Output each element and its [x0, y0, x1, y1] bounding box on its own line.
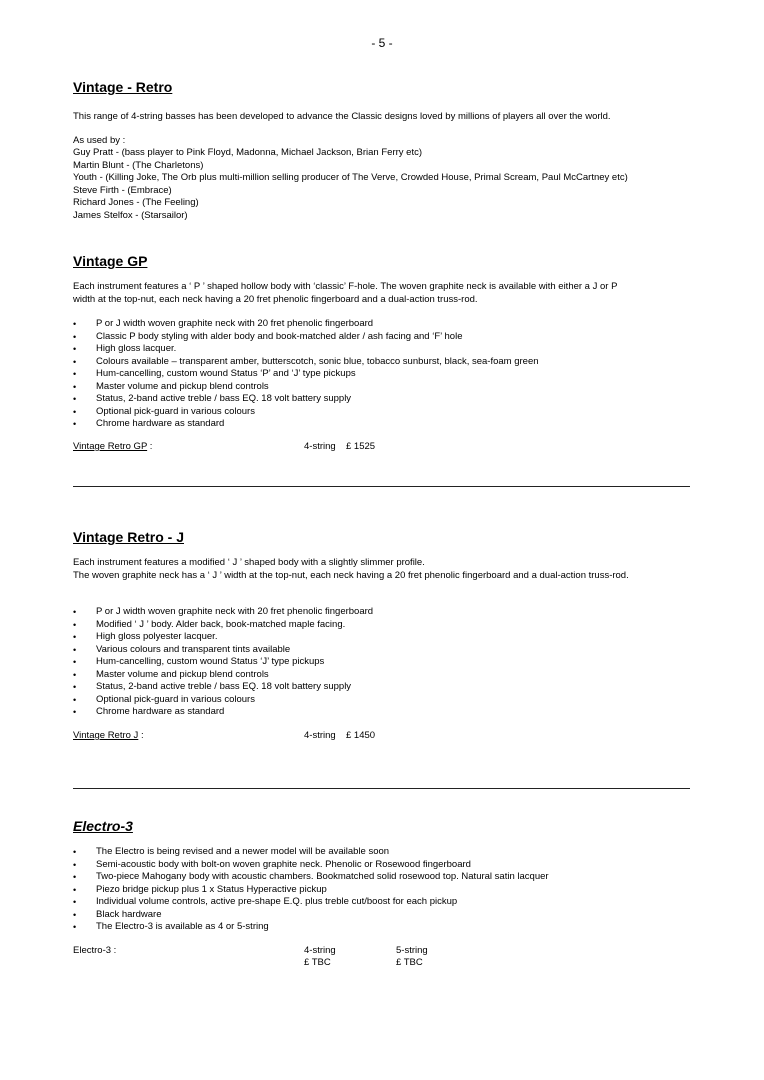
feature-item: • Two-piece Mahogany body with acoustic chambers. Bookmatched solid rosewood top. Natural satin lacquer	[73, 871, 549, 884]
section-divider	[73, 788, 690, 789]
description-line: Each instrument features a modified ‘ J ’ shaped body with a slightly slimmer profile.	[73, 557, 425, 568]
feature-item: • P or J width woven graphite neck with 20 fret phenolic fingerboard	[73, 606, 373, 619]
section-title-vintage-retro-j: Vintage Retro - J	[73, 529, 184, 545]
feature-item: • Chrome hardware as standard	[73, 418, 539, 431]
feature-item: • Black hardware	[73, 909, 549, 922]
electro-3-5string: 5-string	[396, 945, 428, 956]
player-item: Youth - (Killing Joke, The Orb plus multi-million selling producer of The Verve, Crowded House, Primal Scream, Paul McCartney etc)	[73, 172, 628, 183]
electro-3-4string-price: £ TBC	[304, 957, 331, 968]
feature-item: • Optional pick-guard in various colours	[73, 694, 373, 707]
vintage-gp-description	[73, 281, 617, 306]
price-label-text: Vintage Retro GP	[73, 441, 148, 452]
section-divider	[73, 486, 690, 487]
vintage-gp-price: £ 1525	[346, 441, 376, 452]
feature-item: • High gloss lacquer.	[73, 343, 539, 356]
vintage-gp-features	[73, 318, 539, 431]
feature-item: • Master volume and pickup blend controls	[73, 669, 373, 682]
vintage-gp-price-label	[73, 441, 152, 454]
feature-item: • Modified ‘ J ’ body. Alder back, book-matched maple facing.	[73, 619, 373, 632]
feature-item: • Status, 2-band active treble / bass EQ. 18 volt battery supply	[73, 681, 373, 694]
feature-item: • The Electro-3 is available as 4 or 5-string	[73, 921, 549, 934]
electro-3-5string-price: £ TBC	[396, 957, 423, 968]
feature-item: • Classic P body styling with alder body and book-matched alder / ash facing and ‘F’ hole	[73, 331, 539, 344]
players-list	[73, 147, 628, 222]
player-item: Steve Firth - (Embrace)	[73, 184, 172, 196]
player-item: Martin Blunt - (The Charletons)	[73, 159, 204, 171]
feature-item: • Chrome hardware as standard	[73, 706, 373, 719]
description-line: Each instrument features a ‘ P ’ shaped hollow body with ‘classic’ F-hole. The woven graphite neck is available with either a J or P	[73, 281, 618, 292]
section-title-vintage-retro: Vintage - Retro	[73, 79, 173, 95]
feature-item: • Hum-cancelling, custom wound Status ‘P’ and ‘J’ type pickups	[73, 368, 539, 381]
page-number: - 5 -	[371, 36, 393, 50]
feature-item: • The Electro is being revised and a newer model will be available soon	[73, 846, 549, 859]
feature-item: • Optional pick-guard in various colours	[73, 406, 539, 419]
feature-item: • Hum-cancelling, custom wound Status ‘J’ type pickups	[73, 656, 373, 669]
feature-item: • Status, 2-band active treble / bass EQ. 18 volt battery supply	[73, 393, 539, 406]
description-line: The woven graphite neck has a ‘ J ’ width at the top-nut, each neck having a 20 fret phenolic fingerboard and a dual-action truss-rod.	[73, 569, 629, 581]
vintage-retro-j-description	[73, 557, 629, 582]
vintage-gp-string: 4-string	[304, 441, 336, 452]
player-item: James Stelfox - (Starsailor)	[73, 209, 188, 221]
electro-3-price-label: Electro-3 :	[73, 945, 117, 956]
feature-item: • Various colours and transparent tints available	[73, 644, 373, 657]
price-label-sep: :	[138, 730, 144, 741]
feature-item: • Semi-acoustic body with bolt-on woven graphite neck. Phenolic or Rosewood fingerboard	[73, 859, 549, 872]
used-by-label: As used by :	[73, 135, 126, 146]
electro-3-4string: 4-string	[304, 945, 336, 956]
electro-3-features	[73, 846, 549, 934]
feature-item: • Individual volume controls, active pre-shape E.Q. plus treble cut/boost for each pickup	[73, 896, 549, 909]
vintage-retro-j-features	[73, 606, 373, 719]
price-label-text: Vintage Retro J	[73, 730, 139, 741]
feature-item: • Piezo bridge pickup plus 1 x Status Hyperactive pickup	[73, 884, 549, 897]
section-title-electro-3: Electro-3	[73, 818, 133, 834]
feature-item: • P or J width woven graphite neck with 20 fret phenolic fingerboard	[73, 318, 539, 331]
description-line: width at the top-nut, each neck having a 20 fret phenolic fingerboard and a dual-action truss-rod.	[73, 293, 478, 305]
feature-item: • High gloss polyester lacquer.	[73, 631, 373, 644]
section-title-vintage-gp: Vintage GP	[73, 253, 148, 269]
feature-item: • Colours available – transparent amber, butterscotch, sonic blue, tobacco sunburst, black, sea-foam green	[73, 356, 539, 369]
player-item: Richard Jones - (The Feeling)	[73, 197, 199, 208]
vintage-retro-j-price-label	[73, 730, 144, 743]
feature-item: • Master volume and pickup blend controls	[73, 381, 539, 394]
vintage-retro-intro: This range of 4-string basses has been developed to advance the Classic designs loved by millions of players all over the world.	[73, 111, 611, 122]
vintage-retro-j-price: £ 1450	[346, 730, 376, 741]
player-item: Guy Pratt - (bass player to Pink Floyd, Madonna, Michael Jackson, Brian Ferry etc)	[73, 147, 422, 158]
vintage-retro-j-string: 4-string	[304, 730, 336, 741]
price-label-sep: :	[147, 441, 153, 452]
